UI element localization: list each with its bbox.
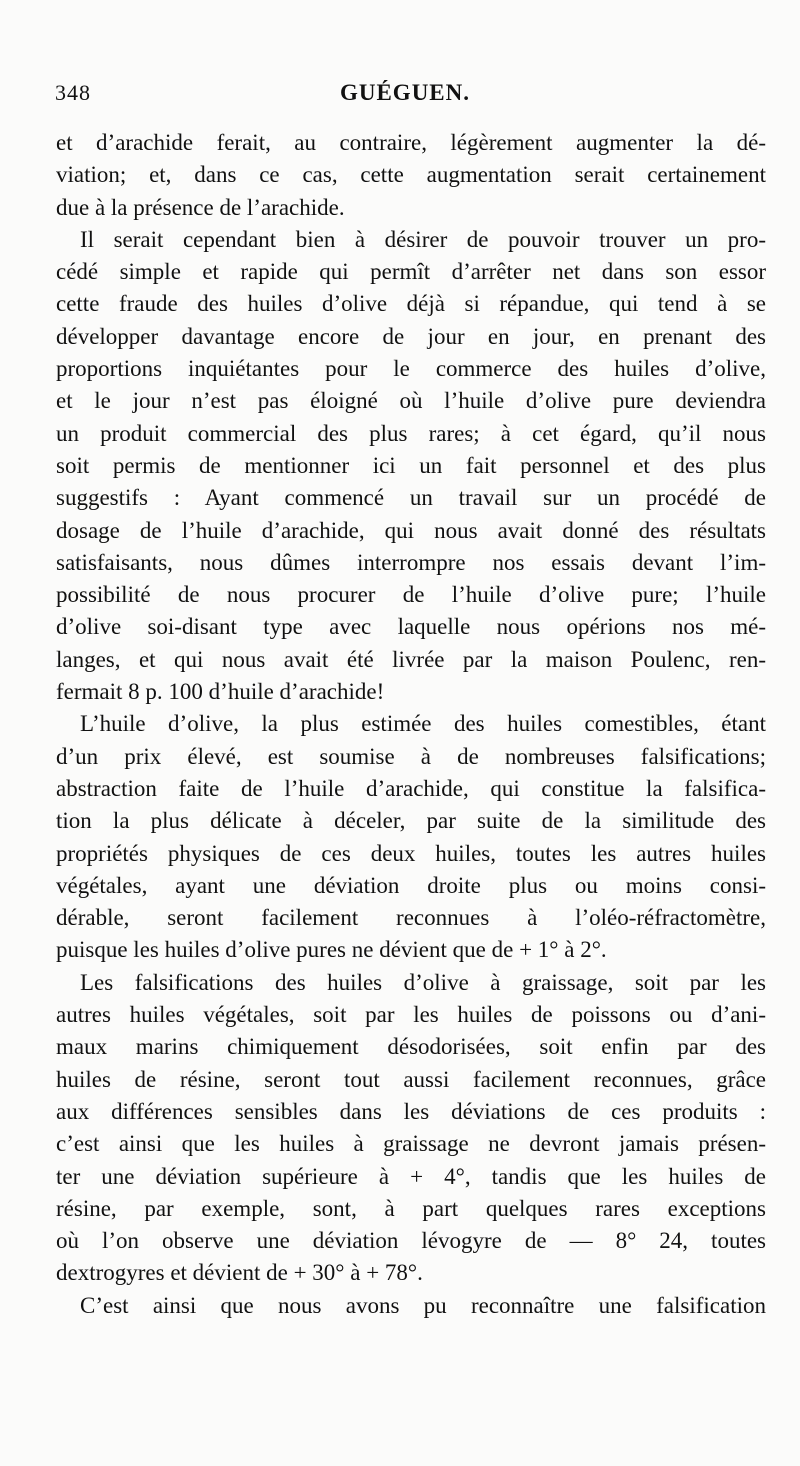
text-line: d’un prix élevé, est soumise à de nombreuses falsifications; xyxy=(56,743,766,769)
text-line: abstraction faite de l’huile d’arachide, qui constitue la falsifica- xyxy=(56,775,766,801)
page-number: 348 xyxy=(55,80,91,105)
text-line: dérable, seront facilement reconnues à l’oléo-réfractomètre, xyxy=(56,905,766,931)
text-line: propriétés physiques de ces deux huiles, toutes les autres huiles xyxy=(56,840,766,866)
text-line: huiles de résine, seront tout aussi facilement reconnues, grâce xyxy=(56,1066,766,1092)
text-line: développer davantage encore de jour en jour, en prenant des xyxy=(56,323,766,349)
text-line: C’est ainsi que nous avons pu reconnaître une falsification xyxy=(80,1292,766,1318)
text-line: c’est ainsi que les huiles à graissage ne devront jamais présen- xyxy=(56,1131,766,1157)
text-line: autres huiles végétales, soit par les huiles de poissons ou d’ani- xyxy=(56,1002,766,1028)
text-line: dextrogyres et dévient de + 30° à + 78°. xyxy=(56,1260,423,1286)
text-line: viation; et, dans ce cas, cette augmentation serait certainement xyxy=(56,162,766,188)
text-line: Les falsifications des huiles d’olive à graissage, soit par les xyxy=(80,969,766,995)
text-line: suggestifs : Ayant commencé un travail sur un procédé de xyxy=(56,485,766,511)
text-line: et d’arachide ferait, au contraire, légèrement augmenter la dé- xyxy=(56,130,766,155)
text-line: satisfaisants, nous dûmes interrompre nos essais devant l’im- xyxy=(56,549,766,575)
text-line: tion la plus délicate à déceler, par suite de la similitude des xyxy=(56,808,766,834)
body-text xyxy=(56,127,766,1322)
text-line: possibilité de nous procurer de l’huile d’olive pure; l’huile xyxy=(56,582,766,608)
text-line: dosage de l’huile d’arachide, qui nous avait donné des résultats xyxy=(56,517,766,543)
text-line: d’olive soi-disant type avec laquelle nous opérions nos mé- xyxy=(56,614,766,640)
text-line: cédé simple et rapide qui permît d’arrêter net dans son essor xyxy=(56,259,766,285)
text-line: cette fraude des huiles d’olive déjà si répandue, qui tend à se xyxy=(56,291,766,317)
text-line: L’huile d’olive, la plus estimée des huiles comestibles, étant xyxy=(80,711,766,737)
text-line: et le jour n’est pas éloigné où l’huile d’olive pure deviendra xyxy=(56,388,766,414)
text-line: végétales, ayant une déviation droite plus ou moins consi- xyxy=(56,872,766,898)
text-line: résine, par exemple, sont, à part quelques rares exceptions xyxy=(56,1195,766,1221)
text-line: maux marins chimiquement désodorisées, soit enfin par des xyxy=(56,1034,766,1060)
text-line: proportions inquiétantes pour le commerce des huiles d’olive, xyxy=(56,356,766,382)
text-line: due à la présence de l’arachide. xyxy=(56,194,345,220)
text-line: puisque les huiles d’olive pures ne dévient que de + 1° à 2°. xyxy=(56,937,607,963)
text-line: un produit commercial des plus rares; à cet égard, qu’il nous xyxy=(56,420,766,446)
page-header xyxy=(55,80,755,120)
text-line: aux différences sensibles dans les déviations de ces produits : xyxy=(56,1098,766,1124)
text-line: fermait 8 p. 100 d’huile d’arachide! xyxy=(56,679,385,705)
text-line: Il serait cependant bien à désirer de pouvoir trouver un pro- xyxy=(80,226,766,252)
text-line: ter une déviation supérieure à + 4°, tandis que les huiles de xyxy=(56,1163,766,1189)
text-line: où l’on observe une déviation lévogyre de — 8° 24, toutes xyxy=(56,1228,766,1254)
text-line: soit permis de mentionner ici un fait personnel et des plus xyxy=(56,452,766,478)
running-head: GUÉGUEN. xyxy=(339,80,471,105)
text-line: langes, et qui nous avait été livrée par la maison Poulenc, ren- xyxy=(56,646,766,672)
